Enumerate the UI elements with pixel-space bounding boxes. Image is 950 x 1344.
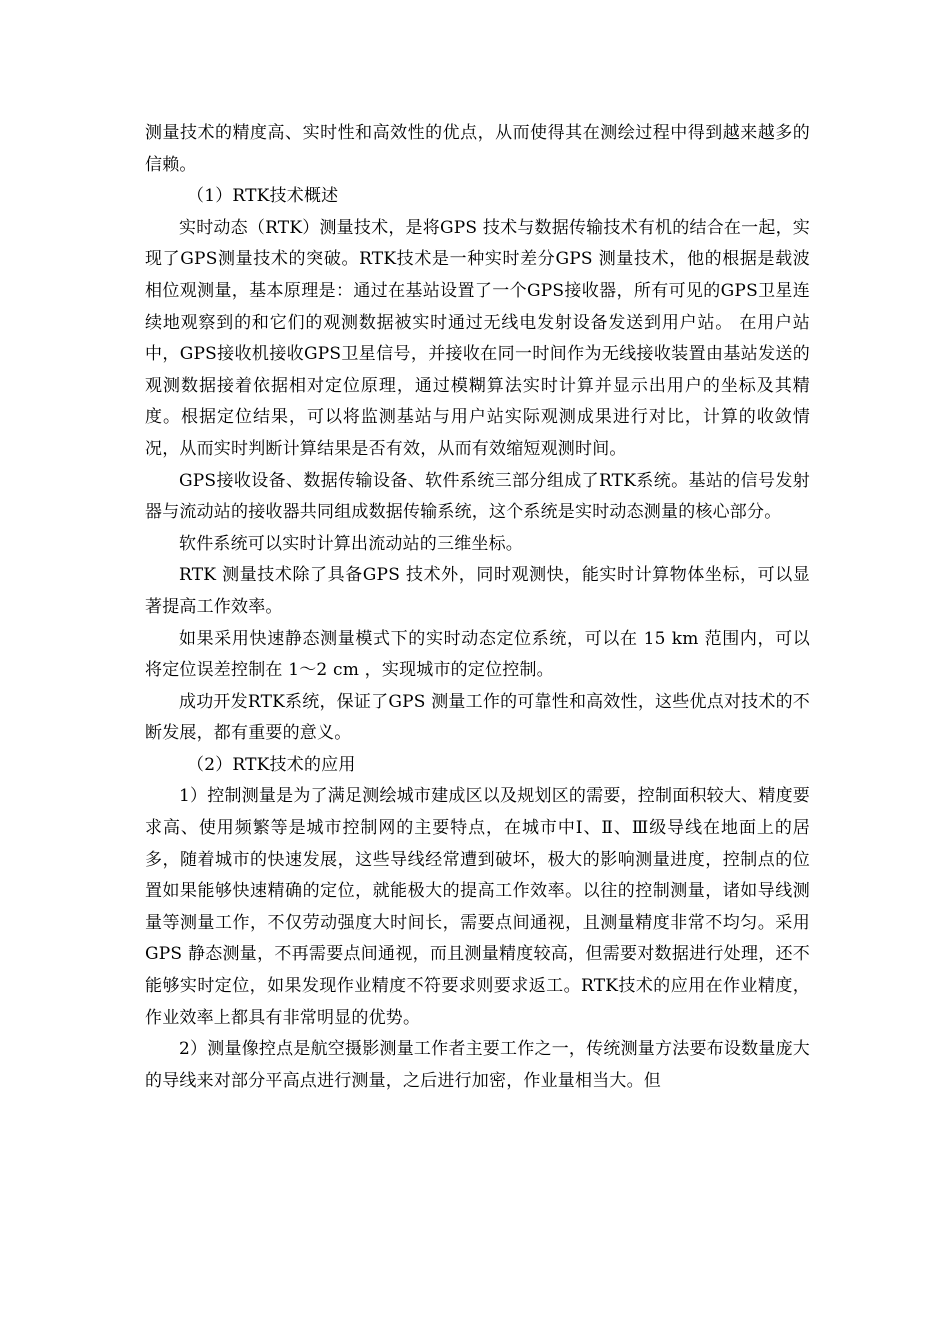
paragraph-image-control-points: 2）测量像控点是航空摄影测量工作者主要工作之一，传统测量方法要布设数量庞大的导线来对部分平高点进行测量，之后进行加密，作业量相当大。但 [145, 1039, 810, 1091]
document-page [145, 118, 810, 1097]
paragraph-control-survey: 1）控制测量是为了满足测绘城市建成区以及规划区的需要，控制面积较大、精度要求高、使用频繁等是城市控制网的主要特点，在城市中Ⅰ、Ⅱ、Ⅲ级导线在地面上的居多，随着城市的快速发展，这些导线经常遭到破坏，极大的影响测量进度，控制点的位置如果能够快速精确的定位，就能极大的提高工作效率。以往的控制测量，诸如导线测量等测量工作，不仅劳动强度大时间长，需要点间通视，且测量精度非常不均匀。采用GPS 静态测量，不再需要点间通视，而且测量精度较高，但需要对数据进行处理，还不能够实时定位，如果发现作业精度不符要求则要求返工。RTK技术的应用在作业精度，作业效率上都具有非常明显的优势。 [145, 786, 810, 1028]
paragraph-rtk-components: GPS接收设备、数据传输设备、软件系统三部分组成了RTK系统。基站的信号发射器与流动站的接收器共同组成数据传输系统，这个系统是实时动态测量的核心部分。 [145, 470, 810, 523]
paragraph-rtk-principle: 实时动态（RTK）测量技术，是将GPS 技术与数据传输技术有机的结合在一起，实现了GPS测量技术的突破。RTK技术是一种实时差分GPS 测量技术，他的根据是载波相位观测量，基本原理是：通过在基站设置了一个GPS接收器，所有可见的GPS卫星连续地观察到的和它们的观测数据被实时通过无线电发射设备发送到用户站。 在用户站中，GPS接收机接收GPS卫星信号，并接收在同一时间作为无线接收装置由基站发送的观测数据接着依据相对定位原理，通过模糊算法实时计算并显示出用户的坐标及其精度。根据定位结果，可以将监测基站与用户站实际观测成果进行对比，计算的收敛情况，从而实时判断计算结果是否有效，从而有效缩短观测时间。 [145, 217, 810, 459]
section-heading-rtk-application: （2）RTK技术的应用 [187, 754, 356, 775]
paragraph-software-system: 软件系统可以实时计算出流动站的三维坐标。 [179, 533, 523, 554]
section-heading-rtk-overview: （1）RTK技术概述 [187, 186, 339, 207]
paragraph-rtk-significance: 成功开发RTK系统，保证了GPS 测量工作的可靠性和高效性，这些优点对技术的不断发展，都有重要的意义。 [145, 691, 810, 744]
paragraph-rtk-accuracy: 如果采用快速静态测量模式下的实时动态定位系统，可以在 15 km 范围内，可以将定位误差控制在 1～2 cm ，实现城市的定位控制。 [145, 628, 810, 681]
paragraph-rtk-efficiency: RTK 测量技术除了具备GPS 技术外，同时观测快，能实时计算物体坐标，可以显著提高工作效率。 [145, 565, 810, 617]
paragraph-intro-continued: 测量技术的精度高、实时性和高效性的优点，从而使得其在测绘过程中得到越来越多的信赖。 [145, 123, 810, 175]
